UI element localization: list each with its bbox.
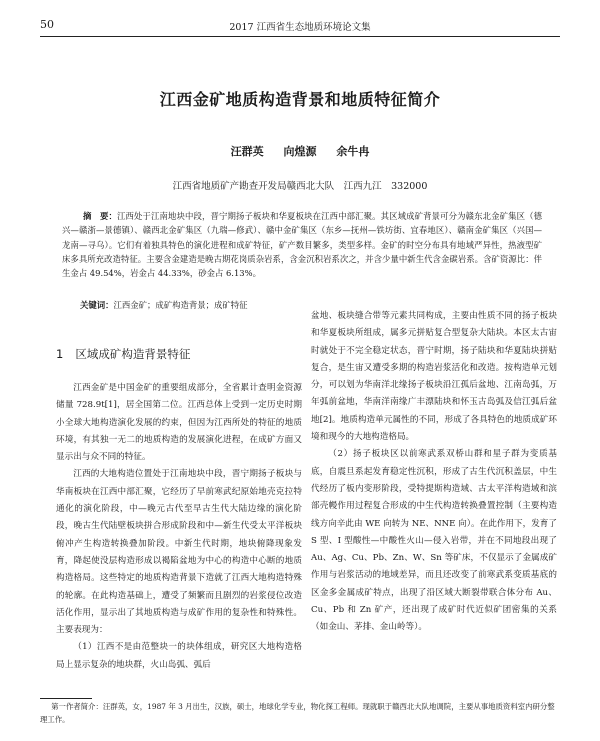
section-heading bbox=[56, 346, 190, 362]
page-number: 50 bbox=[40, 18, 54, 31]
author-list bbox=[0, 143, 600, 159]
affiliation: 江西省地质矿产勘查开发局赣西北大队 江西九江 332000 bbox=[172, 181, 428, 192]
paper-title: 江西金矿地质构造背景和地质特征简介 bbox=[159, 90, 441, 109]
keywords-label: 关键词： bbox=[80, 300, 114, 310]
running-title: 2017 江西省生态地质环境论文集 bbox=[229, 22, 371, 33]
body-paragraph: 江西的大地构造位置处于江南地块中段，晋宁期扬子板块与华南板块在江西中部汇聚，它经历了早前寒武纪原始地壳克拉特通化的演化阶段，中—晚元古代至早古生代大陆边缘的演化阶段，晚古生代陆壁板块拼合形成阶段和中—新生代受太平洋板块俯冲产生构造转换叠加阶段。中新生代时期，地块俯降现象发育，降起使没层构造形成以褐陷盆地为中心的构造中心断的地质构造格局。这些特定的地质构造背景下造就了江西大地构造特殊的轮廓。在此构造基础上，遭受了频繁而且剧烈的岩浆侵位改造活化作用，显示出了其地质构造与成矿作用的复杂性和特殊性。主要表现为： bbox=[56, 469, 302, 636]
abstract bbox=[62, 209, 542, 280]
body-column-left bbox=[56, 380, 302, 674]
section-title: 区域成矿构造背景特征 bbox=[75, 347, 191, 361]
body-paragraph: 江西金矿是中国金矿的重要组成部分，全省累计查明金资源储量 728.9t[1]，居全国第二位。江西总体上受到一定历史时期小全球大地构造演化发展的约束，但因为江西所处的特征的地质环境，有其独一无二的地质构造的发展演化进程，在成矿方面又显示出与众不同的特征。 bbox=[56, 383, 302, 463]
section-number: 1 bbox=[56, 347, 64, 361]
body-paragraph: 盆地、板块缝合带等元素共同构成，主要由性质不同的扬子板块和华夏板块所组成，属多元拼贴复合型复杂大陆块。本区太古宙时就处于不完全稳定状态，晋宁时期，扬子陆块和华夏陆块拼贴复合，是生宙又遭受多期的构造岩浆活化和改造。按构造单元划分，可以划为华南洋北缘扬子板块沿江孤后盆地、江南岛弧，万年弧前盆地，华南洋南缘广丰漂陆块和怀玉古岛弧及信江弧后盆地[2]。地质构造单元属性的不同，形成了各具特色的地质成矿环境和现今的大地构造格局。 bbox=[311, 311, 557, 443]
footnote: 第一作者简介：汪群英，女，1987 年 3 月出生，汉族，硕士，地球化学专业，物化探工程师。现就职于赣西北大队地调院，主要从事地质资料室内研分整理工作。 bbox=[40, 702, 555, 724]
body-paragraph: （1）江西不是由范整块一的块体组成，研究区大地构造格局上显示复杂的地块群，火山岛弧、弧后 bbox=[56, 642, 302, 670]
author-name: 向煌源 bbox=[283, 145, 317, 158]
body-column-right bbox=[311, 308, 557, 637]
author-name: 余牛冉 bbox=[336, 145, 370, 158]
abstract-label: 摘 要： bbox=[83, 211, 118, 221]
keywords-text: 江西金矿；成矿构造背景；成矿特征 bbox=[113, 300, 248, 310]
body-paragraph: （2）扬子板块区以前寒武系双桥山群和星子群为变质基底，自震旦系起发育稳定性沉积，形成了古生代沉积盖层，中生代经历了板内变形阶段，受特提斯构造域、古太平洋构造域和滨部壳幔作用过程复合形成的中生代构造转换叠置控制（主要构造线方向辛此由 WE 向转为 NE、NNE 向）。在此作用下，发育了 S 型、I 型酸性—中酸性火山—侵入岩带，并在不同地段出现了 Au、Ag、Cu、Pb、Zn、W、Sn 等矿床，不仅显示了金属成矿作用与岩浆活动的地域差异，而且还改变了前寒武系变质基底的区金多金属成矿特点，出现了沿区域大断裂带联合体分布 Au、Cu、Pb 和 Zn 矿产，还出现了成矿时代近似矿团密集的关系（如金山、茅排、金山岭等）。 bbox=[311, 449, 557, 633]
abstract-text: 江西处于江南地块中段，晋宁期扬子板块和华夏板块在江西中部汇聚。其区域成矿背景可分为赣东北金矿集区（德兴—赣浙—景德镇）、赣西北金矿集区（九瑞—修武）、赣中金矿集区（东乡—抚州—铁坊街、宜春地区）、赣南金矿集区（兴国—龙南—寻乌）。它们有着独具特色的演化进程和成矿特征，矿产数目繁多，类型多样。金矿的时空分布具有地域严异性，热液型矿床多具所充改造特征。主要含金建造是晚古期花岗质杂岩系，含金沉积岩系次之，并含少量中新生代含金碳岩系。含矿资源比：伴生金占 49.54%，岩金占 44.33%，砂金占 6.13%。 bbox=[62, 211, 543, 279]
footnote-divider bbox=[40, 698, 92, 699]
header-divider bbox=[40, 36, 560, 37]
author-name: 汪群英 bbox=[230, 145, 264, 158]
